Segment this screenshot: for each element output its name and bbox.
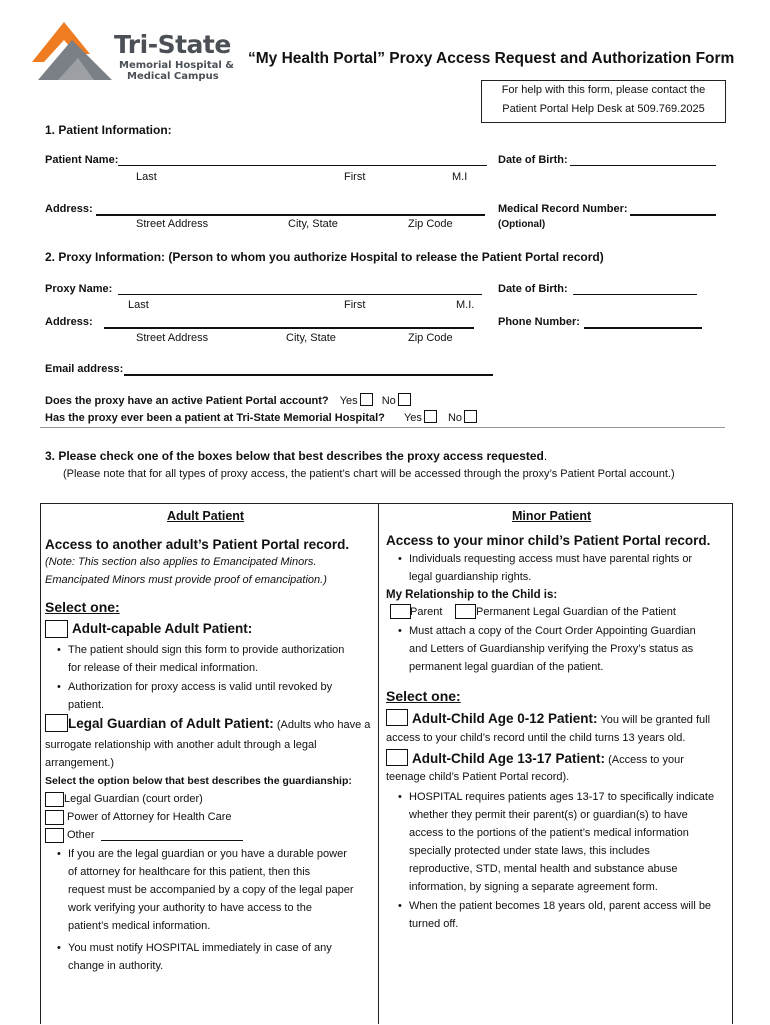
permanent-guardian-checkbox[interactable]: [455, 604, 476, 619]
proxy-last-caption: Last: [128, 299, 149, 311]
legal-guardian-adult-checkbox[interactable]: [45, 714, 68, 732]
age-13-17-checkbox[interactable]: [386, 749, 408, 766]
adult-select-one: Select one:: [45, 599, 120, 615]
logo-sub1: Memorial Hospital &: [119, 60, 234, 71]
proxy-first-caption: First: [344, 299, 366, 311]
relationship-label: My Relationship to the Child is:: [386, 589, 558, 601]
active-no-checkbox[interactable]: [398, 393, 411, 406]
adult-bullet4b: change in authority.: [68, 960, 164, 972]
minor-bullet3e: reproductive, STD, mental health and substance abuse: [409, 863, 678, 875]
section3-heading: 3. Please check one of the boxes below that best describes the proxy access requested.: [45, 449, 548, 463]
other-checkbox[interactable]: [45, 828, 64, 843]
minor-bullet2c: permanent legal guardian of the patient.: [409, 661, 604, 673]
other-field[interactable]: [101, 839, 243, 841]
adult-note2: Emancipated Minors must provide proof of emancipation.): [45, 574, 327, 586]
patient-address-label: Address:: [45, 203, 93, 215]
adult-bullet4a: • You must notify HOSPITAL immediately in case of any: [68, 942, 332, 954]
minor-bullet2b: and Letters of Guardianship verifying the Proxy’s status as: [409, 643, 694, 655]
adult-capable-label: Adult-capable Adult Patient:: [72, 621, 253, 636]
permanent-guardian-label: Permanent Legal Guardian of the Patient: [476, 606, 676, 618]
email-label: Email address:: [45, 363, 124, 375]
proxy-phone-field[interactable]: [584, 326, 702, 329]
mrn-field[interactable]: [630, 213, 716, 216]
adult-bullet3b: of attorney for healthcare for this patient, then this: [68, 866, 311, 878]
section3-note: (Please note that for all types of proxy access, the patient’s chart will be accessed through the proxy’s Patient Portal account.): [63, 468, 675, 480]
legal-guardian-line3: arrangement.): [45, 757, 115, 769]
patient-first-caption: First: [344, 171, 366, 183]
other-label: Other: [67, 829, 95, 841]
q-previous-patient: Has the proxy ever been a patient at Tri-State Memorial Hospital? Yes No: [45, 410, 477, 424]
proxy-street-caption: Street Address: [136, 332, 209, 344]
section1-heading: 1. Patient Information:: [45, 123, 172, 137]
legal-guardian-court-checkbox[interactable]: [45, 792, 64, 807]
adult-bullet2b: patient.: [68, 699, 105, 711]
logo-sub2: Medical Campus: [127, 71, 219, 82]
legal-guardian-court-label: Legal Guardian (court order): [64, 793, 203, 805]
patient-name-label: Patient Name:: [45, 154, 119, 166]
minor-bullet3a: • HOSPITAL requires patients ages 13-17 to specifically indicate: [409, 791, 714, 803]
mrn-label: Medical Record Number:: [498, 203, 628, 215]
legal-guardian-line2: surrogate relationship with another adult through a legal: [45, 739, 317, 751]
age-13-17-label: Adult-Child Age 13-17 Patient: (Access to your: [412, 751, 684, 766]
adult-header: Adult Patient: [167, 509, 245, 523]
active-yes-checkbox[interactable]: [360, 393, 373, 406]
adult-title: Access to another adult’s Patient Portal record.: [45, 537, 350, 552]
patient-last-caption: Last: [136, 171, 157, 183]
adult-bullet3c: request must be accompanied by a copy of the legal paper: [68, 884, 354, 896]
minor-header: Minor Patient: [512, 509, 592, 523]
email-field[interactable]: [124, 373, 493, 376]
help-box: [481, 80, 726, 123]
prev-yes-checkbox[interactable]: [424, 410, 437, 423]
minor-bullet2a: • Must attach a copy of the Court Order Appointing Guardian: [409, 625, 696, 637]
proxy-phone-label: Phone Number:: [498, 316, 580, 328]
adult-note1: (Note: This section also applies to Emancipated Minors.: [45, 556, 317, 568]
select-guardianship: Select the option below that best describes the guardianship:: [45, 775, 352, 787]
minor-bullet3f: information, by signing a separate agreement form.: [409, 881, 658, 893]
logo-mountain-icon: [32, 18, 114, 82]
proxy-address-label: Address:: [45, 316, 93, 328]
parent-checkbox[interactable]: [390, 604, 411, 619]
proxy-dob-field[interactable]: [573, 293, 697, 295]
q-active-account: Does the proxy have an active Patient Portal account? Yes No: [45, 393, 411, 407]
proxy-dob-label: Date of Birth:: [498, 283, 568, 295]
patient-zip-caption: Zip Code: [408, 218, 453, 230]
adult-bullet2a: • Authorization for proxy access is valid until revoked by: [68, 681, 332, 693]
proxy-name-label: Proxy Name:: [45, 283, 113, 295]
patient-name-field[interactable]: [118, 164, 487, 166]
minor-bullet4a: • When the patient becomes 18 years old, parent access will be: [409, 900, 711, 912]
proxy-name-field[interactable]: [118, 293, 482, 295]
adult-capable-checkbox[interactable]: [45, 620, 68, 638]
logo-name: Tri-State: [114, 30, 231, 59]
adult-bullet3d: work verifying your authority to have access to the: [68, 902, 312, 914]
proxy-address-field[interactable]: [104, 326, 474, 329]
form-title: “My Health Portal” Proxy Access Request and Authorization Form: [248, 50, 735, 67]
mrn-optional: (Optional): [498, 219, 546, 230]
age-13-17-line2: teenage child’s Patient Portal record).: [386, 771, 570, 783]
divider: [40, 427, 725, 428]
patient-mi-caption: M.I: [452, 171, 468, 183]
adult-bullet1b: for release of their medical information.: [68, 662, 259, 674]
adult-bullet3e: patient’s medical information.: [68, 920, 211, 932]
power-attorney-label: Power of Attorney for Health Care: [67, 811, 232, 823]
patient-dob-field[interactable]: [570, 164, 716, 166]
age-0-12-line2: access to your child’s record until the child turns 13 years old.: [386, 732, 686, 744]
minor-title: Access to your minor child’s Patient Portal record.: [386, 533, 711, 548]
minor-bullet1a: • Individuals requesting access must have parental rights or: [409, 553, 692, 565]
patient-street-caption: Street Address: [136, 218, 209, 230]
minor-bullet3b: whether they permit their parent(s) or guardian(s) to have: [409, 809, 688, 821]
proxy-mi-caption: M.I.: [456, 299, 475, 311]
patient-address-field[interactable]: [96, 213, 485, 216]
minor-bullet1b: legal guardianship rights.: [409, 571, 532, 583]
patient-city-caption: City, State: [288, 218, 338, 230]
help-line1: For help with this form, please contact the: [501, 84, 706, 96]
power-attorney-checkbox[interactable]: [45, 810, 64, 825]
parent-label: Parent: [410, 606, 443, 618]
patient-dob-label: Date of Birth:: [498, 154, 568, 166]
prev-no-checkbox[interactable]: [464, 410, 477, 423]
minor-select-one: Select one:: [386, 688, 461, 704]
help-line2: Patient Portal Help Desk at 509.769.2025: [502, 103, 705, 115]
minor-bullet3d: specially protected under state laws, this includes: [409, 845, 650, 857]
proxy-city-caption: City, State: [286, 332, 336, 344]
proxy-zip-caption: Zip Code: [408, 332, 453, 344]
adult-bullet1a: • The patient should sign this form to provide authorization: [68, 644, 344, 656]
minor-bullet3c: access to the portions of the patient’s medical information: [409, 827, 689, 839]
adult-bullet3a: • If you are the legal guardian or you have a durable power: [68, 848, 347, 860]
section2-heading: 2. Proxy Information: (Person to whom you authorize Hospital to release the Patient Portal record): [45, 250, 604, 264]
minor-bullet4b: turned off.: [409, 918, 459, 930]
legal-guardian-adult-label: Legal Guardian of Adult Patient: (Adults who have a: [68, 716, 371, 731]
age-0-12-checkbox[interactable]: [386, 709, 408, 726]
age-0-12-label: Adult-Child Age 0-12 Patient: You will be granted full: [412, 711, 711, 726]
